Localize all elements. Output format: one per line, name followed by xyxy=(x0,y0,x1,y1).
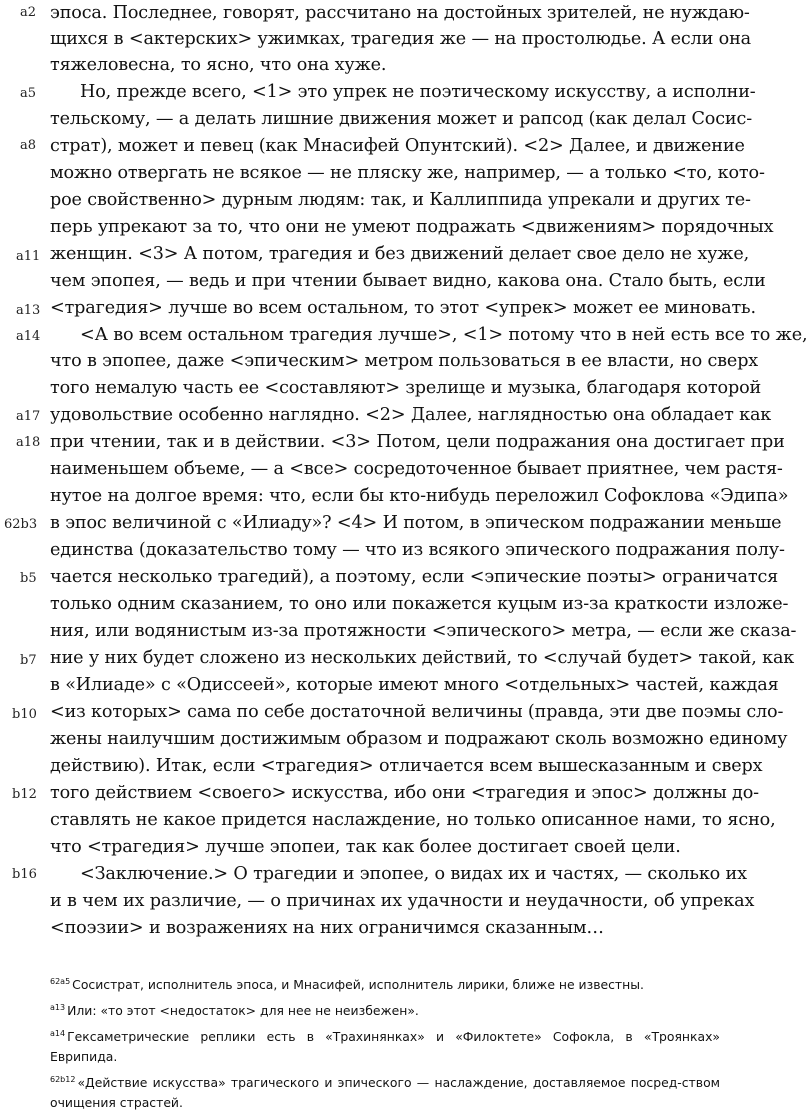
margin-ref: b12 xyxy=(12,787,37,802)
margin-ref: a8 xyxy=(20,138,37,153)
footnote-text: «Действие искусства» трагического и эпического — наслаждение, доставляемое посред-ством очищения страстей. xyxy=(50,1075,720,1110)
footnote xyxy=(50,972,720,995)
text-line: <А во всем остальном трагедия лучше>, <1> потому что в ней есть все то же, xyxy=(80,325,807,345)
margin-ref: a11 xyxy=(16,249,41,264)
text-line: можно отвергать не всякое — не пляску же, например, — а только <то, кото- xyxy=(50,163,765,183)
footnote-ref: 62a5 xyxy=(50,977,71,986)
text-line: Но, прежде всего, <1> это упрек не поэтическому искусству, а исполни- xyxy=(80,82,756,102)
footnote-text: Сосистрат, исполнитель эпоса, и Мнасифей, исполнитель лирики, ближе не известны. xyxy=(72,977,644,992)
margin-ref: b16 xyxy=(12,867,37,882)
text-line: щихся в <актерских> ужимках, трагедия же — на простолюдье. А если она xyxy=(50,29,752,49)
text-line: действию). Итак, если <трагедия> отличается всем вышесказанным и сверх xyxy=(50,756,763,776)
footnote-ref: a14 xyxy=(50,1029,66,1038)
text-line: в «Илиаде» с «Одиссеей», которые имеют много <отдельных> частей, каждая xyxy=(50,675,779,695)
footnote xyxy=(50,998,720,1021)
text-line: нутое на долгое время: что, если бы кто-нибудь переложил Софоклова «Эдипа» xyxy=(50,486,789,506)
text-line: тельскому, — а делать лишние движения может и рапсод (как делал Сосис- xyxy=(50,109,752,129)
text-line: <Заключение.> О трагедии и эпопее, о видах их и частях, — сколько их xyxy=(80,864,747,884)
text-line: чем эпопея, — ведь и при чтении бывает видно, какова она. Стало быть, если xyxy=(50,271,766,291)
footnote xyxy=(50,1024,720,1067)
footnote xyxy=(50,1070,720,1113)
text-line: в эпос величиной с «Илиаду»? <4> И потом, в эпическом подражании меньше xyxy=(50,513,782,533)
text-line: <из которых> сама по себе достаточной величины (правда, эти две поэмы сло- xyxy=(50,702,784,722)
text-line: того немалую часть ее <составляют> зрелище и музыка, благодаря которой xyxy=(50,378,762,398)
margin-ref: a14 xyxy=(16,329,41,344)
text-line: и в чем их различие, — о причинах их удачности и неудачности, об упреках xyxy=(50,891,755,911)
text-line: чается несколько трагедий), а поэтому, если <эпические поэты> ограничатся xyxy=(50,567,779,587)
text-line: <трагедия> лучше во всем остальном, то этот <упрек> может ее миновать. xyxy=(50,298,756,318)
text-line: ния, или водянистым из-за протяжности <эпического> метра, — если же сказа- xyxy=(50,621,797,641)
footnote-ref: a13 xyxy=(50,1003,66,1012)
text-line: <поэзии> и возражениях на них ограничимся сказанным… xyxy=(50,918,604,938)
text-line: наименьшем объеме, — а <все> сосредоточенное бывает приятнее, чем растя- xyxy=(50,459,783,479)
text-line: жены наилучшим достижимым образом и подражают сколь возможно единому xyxy=(50,729,788,749)
margin-ref: a2 xyxy=(20,5,37,20)
text-line: удовольствие особенно наглядно. <2> Далее, наглядностью она обладает как xyxy=(50,405,772,425)
footnote-text: Или: «то этот <недостаток> для нее не неизбежен». xyxy=(67,1003,419,1018)
text-line: ставлять не какое придется наслаждение, но только описанное нами, то ясно, xyxy=(50,810,776,830)
text-line: рое свойственно> дурным людям: так, и Каллиппида упрекали и других те- xyxy=(50,190,751,210)
margin-ref: b7 xyxy=(20,653,37,668)
text-line: при чтении, так и в действии. <3> Потом, цели подражания она достигает при xyxy=(50,432,785,452)
text-line: что <трагедия> лучше эпопеи, так как более достигает своей цели. xyxy=(50,837,681,857)
text-line: страт), может и певец (как Мнасифей Опунтский). <2> Далее, и движение xyxy=(50,136,745,156)
text-line: перь упрекают за то, что они не умеют подражать <движениям> порядочных xyxy=(50,217,774,237)
text-line: эпоса. Последнее, говорят, рассчитано на достойных зрителей, не нуждаю- xyxy=(50,3,750,23)
footnote-text: Гексаметрические реплики есть в «Трахинянках» и «Филоктете» Софокла, в «Троянках» Еврипида. xyxy=(50,1029,720,1064)
margin-ref: 62b3 xyxy=(4,517,38,532)
text-line: того действием <своего> искусства, ибо они <трагедия и эпос> должны до- xyxy=(50,783,759,803)
text-line: единства (доказательство тому — что из всякого эпического подражания полу- xyxy=(50,540,785,560)
margin-ref: a18 xyxy=(16,435,41,450)
margin-ref: a17 xyxy=(16,409,41,424)
text-line: ние у них будет сложено из нескольких действий, то <случай будет> такой, как xyxy=(50,648,795,668)
text-line: тяжеловесна, то ясно, что она хуже. xyxy=(50,55,387,75)
text-line: только одним сказанием, то оно или покажется куцым из-за краткости изложе- xyxy=(50,594,789,614)
margin-ref: b10 xyxy=(12,707,37,722)
margin-ref: a13 xyxy=(16,303,41,318)
text-line: женщин. <3> А потом, трагедия и без движений делает свое дело не хуже, xyxy=(50,244,750,264)
margin-ref: b5 xyxy=(20,571,37,586)
footnote-ref: 62b12 xyxy=(50,1075,76,1084)
text-line: что в эпопее, даже <эпическим> метром пользоваться в ее власти, но сверх xyxy=(50,351,759,371)
margin-ref: a5 xyxy=(20,86,37,101)
